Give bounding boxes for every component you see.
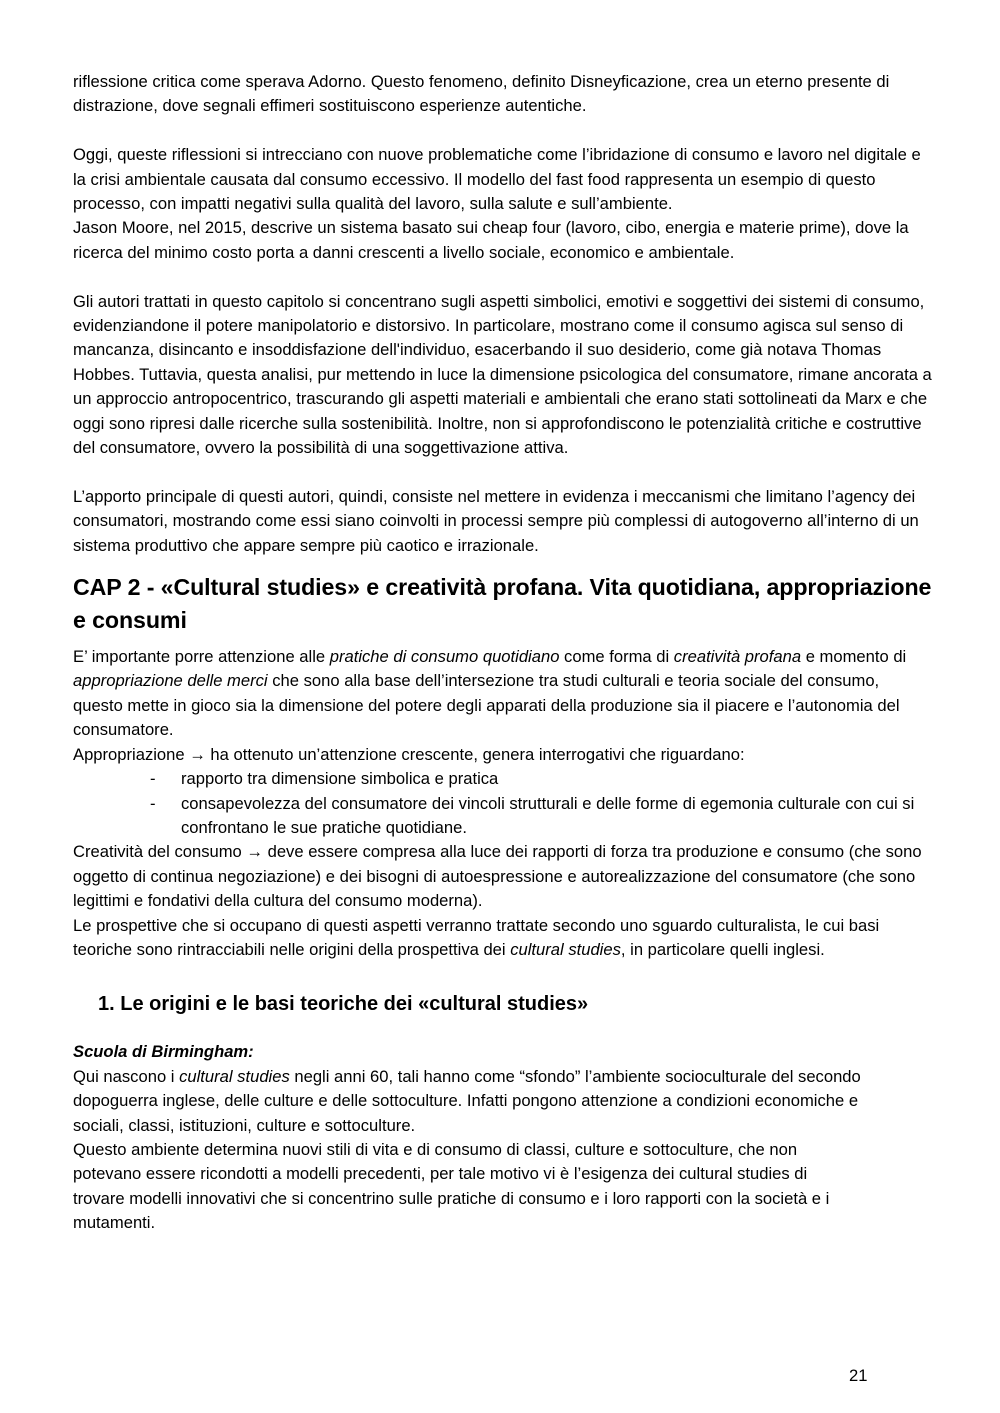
intro-text-3: e momento di (801, 647, 907, 667)
paragraph-ambiente: Questo ambiente determina nuovi stili di vita e di consumo di classi, culture e sottoculture, che non potevano essere ricondotti a modelli precedenti, per tale motivo vi è l’esigenza dei cultural studies di trovare modelli innovativi che si concentrino sulle pratiche di consumo e i loro rapporti con la società e i mutamenti. (73, 1139, 830, 1233)
document-page (73, 70, 933, 1236)
section-heading: 1. Le origini e le basi teoriche dei «cultural studies» (98, 993, 589, 1016)
dash-marker: - (150, 793, 156, 813)
list-item-text: consapevolezza del consumatore dei vincoli strutturali e delle forme di egemonia culturale con cui si confrontano le sue pratiche quotidiane. (181, 793, 915, 837)
intro-italic-1: pratiche di consumo quotidiano (329, 647, 560, 667)
prospettive-text-1: Le prospettive che si occupano di questi aspetti verranno trattate secondo uno sguardo culturalista, le cui basi teoriche sono rintracciabili nelle origini della prospettiva dei (73, 915, 880, 959)
list-item (73, 792, 933, 841)
intro-italic-2: creatività profana (673, 647, 802, 667)
intro-text-1: E’ importante porre attenzione alle (73, 647, 330, 667)
spacer (73, 637, 933, 645)
intro-italic-3: appropriazione delle merci (73, 671, 268, 691)
intro-text-4: che sono alla base dell’intersezione tra studi culturali e teoria sociale del consumo, questo mette in gioco sia la dimensione del potere degli apparati della produzione sia il piacere e l’autonomia del consumatore. (73, 671, 900, 740)
spacer (73, 1018, 933, 1040)
appropriazione-list (73, 767, 933, 840)
paragraph-disneyficazione: riflessione critica come sperava Adorno. Questo fenomeno, definito Disneyficazione, crea un eterno presente di distrazione, dove segnali effimeri sostituiscono esperienze autentiche. (73, 72, 890, 116)
prospettive-italic: cultural studies (510, 939, 621, 959)
paragraph-oggi: Oggi, queste riflessioni si intrecciano con nuove problematiche come l’ibridazione di consumo e lavoro nel digitale e la crisi ambientale causata dal consumo eccessivo. Il modello del fast food rappresenta un esempio di questo processo, con impatti negativi sulla qualità del lavoro, sulla salute e sull’ambiente. (73, 145, 921, 214)
birmingham-italic: cultural studies (179, 1066, 290, 1086)
paragraph-jason-moore: Jason Moore, nel 2015, descrive un sistema basato sui cheap four (lavoro, cibo, energia e materie prime), dove la ricerca del minimo costo porta a danni crescenti a livello sociale, economico e ambientale. (73, 218, 909, 262)
paragraph-autori: Gli autori trattati in questo capitolo si concentrano sugli aspetti simbolici, emotivi e soggettivi dei sistemi di consumo, evidenziandone il potere manipolatorio e distorsivo. In particolare, mostrano come il consumo agisca sul senso di mancanza, disincanto e insoddisfazione dell'individuo, esacerbando il suo desiderio, come già notava Thomas Hobbes. Tuttavia, questa analisi, pur mettendo in luce la dimensione psicologica del consumatore, rimane ancorata a un approccio antropocentrico, trascurando gli aspetti materiali e ambientali che erano stati sottolineati da Marx e che oggi sono ripresi dalle ricerche sulla sostenibilità. Inoltre, non si approfondiscono le potenzialità critiche e costruttive del consumatore, ovvero la possibilità di una soggettivazione attiva. (73, 291, 932, 458)
spacer (73, 119, 933, 143)
paragraph-apporto: L’apporto principale di questi autori, quindi, consiste nel mettere in evidenza i meccanismi che limitano l’agency dei consumatori, mostrando come essi siano coinvolti in processi sempre più complessi di autogoverno all’interno di un sistema produttivo che appare sempre più caotico e irrazionale. (73, 486, 919, 555)
intro-text-2: come forma di (559, 647, 674, 667)
spacer (73, 962, 933, 990)
chapter-intro (73, 645, 933, 743)
list-item (73, 767, 933, 791)
page-number: 21 (849, 1366, 868, 1385)
spacer (73, 460, 933, 484)
list-item-text: rapporto tra dimensione simbolica e pratica (181, 769, 499, 789)
prospettive-text-2: , in particolare quelli inglesi. (620, 939, 825, 959)
subheading-birmingham: Scuola di Birmingham: (73, 1042, 254, 1062)
birmingham-text-1: Qui nascono i (73, 1066, 180, 1086)
paragraph-qui-nascono (73, 1065, 863, 1138)
creativita-paragraph: Creatività del consumo → deve essere compresa alla luce dei rapporti di forza tra produzione e consumo (che sono oggetto di continua negoziazione) e dei bisogni di autoespressione e autorealizzazione del consumatore (che sono legittimi e fondativi della cultura del consumo moderna). (73, 842, 922, 911)
appropriazione-line: Appropriazione → ha ottenuto un’attenzione crescente, genera interrogativi che riguardano: (73, 744, 745, 764)
birmingham-text-2: negli anni 60, tali hanno come “sfondo” l’ambiente socioculturale del secondo dopoguerra inglese, delle culture e delle sottoculture. Infatti pongono attenzione a condizioni economiche e sociali, classi, istituzioni, culture e sottoculture. (73, 1066, 861, 1135)
chapter-heading: CAP 2 - «Cultural studies» e creatività profana. Vita quotidiana, appropriazione e consumi (73, 574, 932, 634)
prospettive-paragraph (73, 914, 933, 963)
dash-marker: - (150, 769, 156, 789)
spacer (73, 265, 933, 289)
